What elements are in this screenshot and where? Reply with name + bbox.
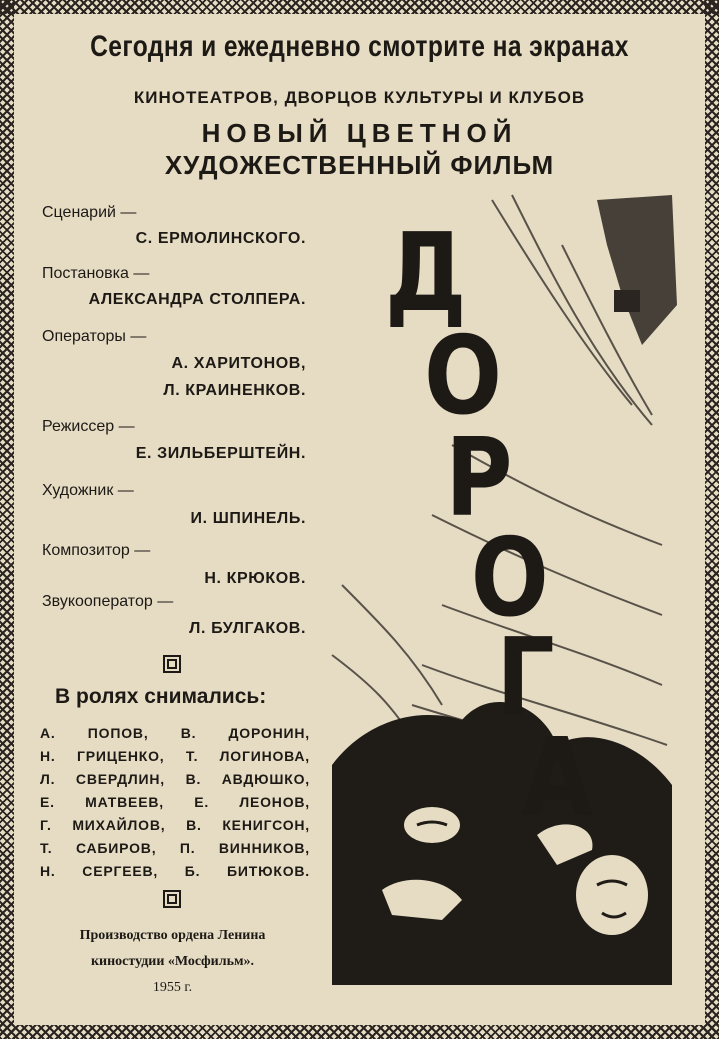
cast-row: А. ПОПОВ, В. ДОРОНИН, [40,725,310,741]
headline: Сегодня и ежедневно смотрите на экранах [90,30,629,63]
cliff-shape [597,195,677,345]
title-letter: Р [445,414,513,541]
title-letter: Д [384,209,467,336]
title-letter: О [424,312,503,439]
square-ornament-icon [163,890,181,908]
credit-name-operator-1: А. ХАРИТОНОВ, [171,355,306,372]
credit-role-artist: Художник — [42,482,134,499]
credit-role-director: Режиссер — [42,418,135,435]
studio-line-2: киностудии «Мосфильм». [90,954,255,969]
cast-row: Л. СВЕРДЛИН, В. АВДЮШКО, [40,771,310,787]
credit-role-screenplay: Сценарий — [42,204,137,221]
title-line-1: НОВЫЙ ЦВЕТНОЙ [201,118,518,148]
credit-role-operators: Операторы — [42,328,147,345]
credit-role-sound: Звукооператор — [42,593,174,610]
poster-illustration [322,185,682,995]
credit-role-composer: Композитор — [42,542,151,559]
title-line-2: ХУДОЖЕСТВЕННЫЙ ФИЛЬМ [164,150,555,180]
credit-name-artist: И. ШПИНЕЛЬ. [190,510,306,527]
cast-row: Т. САБИРОВ, П. ВИННИКОВ, [40,840,310,856]
cast-row: Н. СЕРГЕЕВ, Б. БИТЮКОВ. [40,863,310,879]
title-letter: А [521,714,593,841]
cast-heading: В ролях снимались: [55,685,267,708]
title-letter: Г [496,614,555,741]
figures-silhouette [332,702,672,985]
cast-row: Г. МИХАЙЛОВ, В. КЕНИГСОН, [40,817,310,833]
title-letter: О [470,514,549,641]
frame-bottom [0,1025,719,1039]
release-year: 1955 г. [152,980,193,995]
credit-name-operator-2: Л. КРАИНЕНКОВ. [163,382,306,399]
credit-name-composer: Н. КРЮКОВ. [204,570,306,587]
credit-name-direction: АЛЕКСАНДРА СТОЛПЕРА. [88,291,306,308]
credit-name-director: Е. ЗИЛЬБЕРШТЕЙН. [135,445,306,462]
credit-role-direction: Постановка — [42,265,150,282]
square-ornament-icon [163,655,181,673]
cast-row: Е. МАТВЕЕВ, Е. ЛЕОНОВ, [40,794,310,810]
truck-shape [614,290,640,312]
subline: КИНОТЕАТРОВ, ДВОРЦОВ КУЛЬТУРЫ И КЛУБОВ [133,88,586,107]
frame-top [0,0,719,14]
credit-name-screenplay: С. ЕРМОЛИНСКОГО. [135,230,306,247]
cast-row: Н. ГРИЦЕНКО, Т. ЛОГИНОВА, [40,748,310,764]
credit-name-sound: Л. БУЛГАКОВ. [189,620,306,637]
studio-line-1: Производство ордена Ленина [79,928,266,943]
